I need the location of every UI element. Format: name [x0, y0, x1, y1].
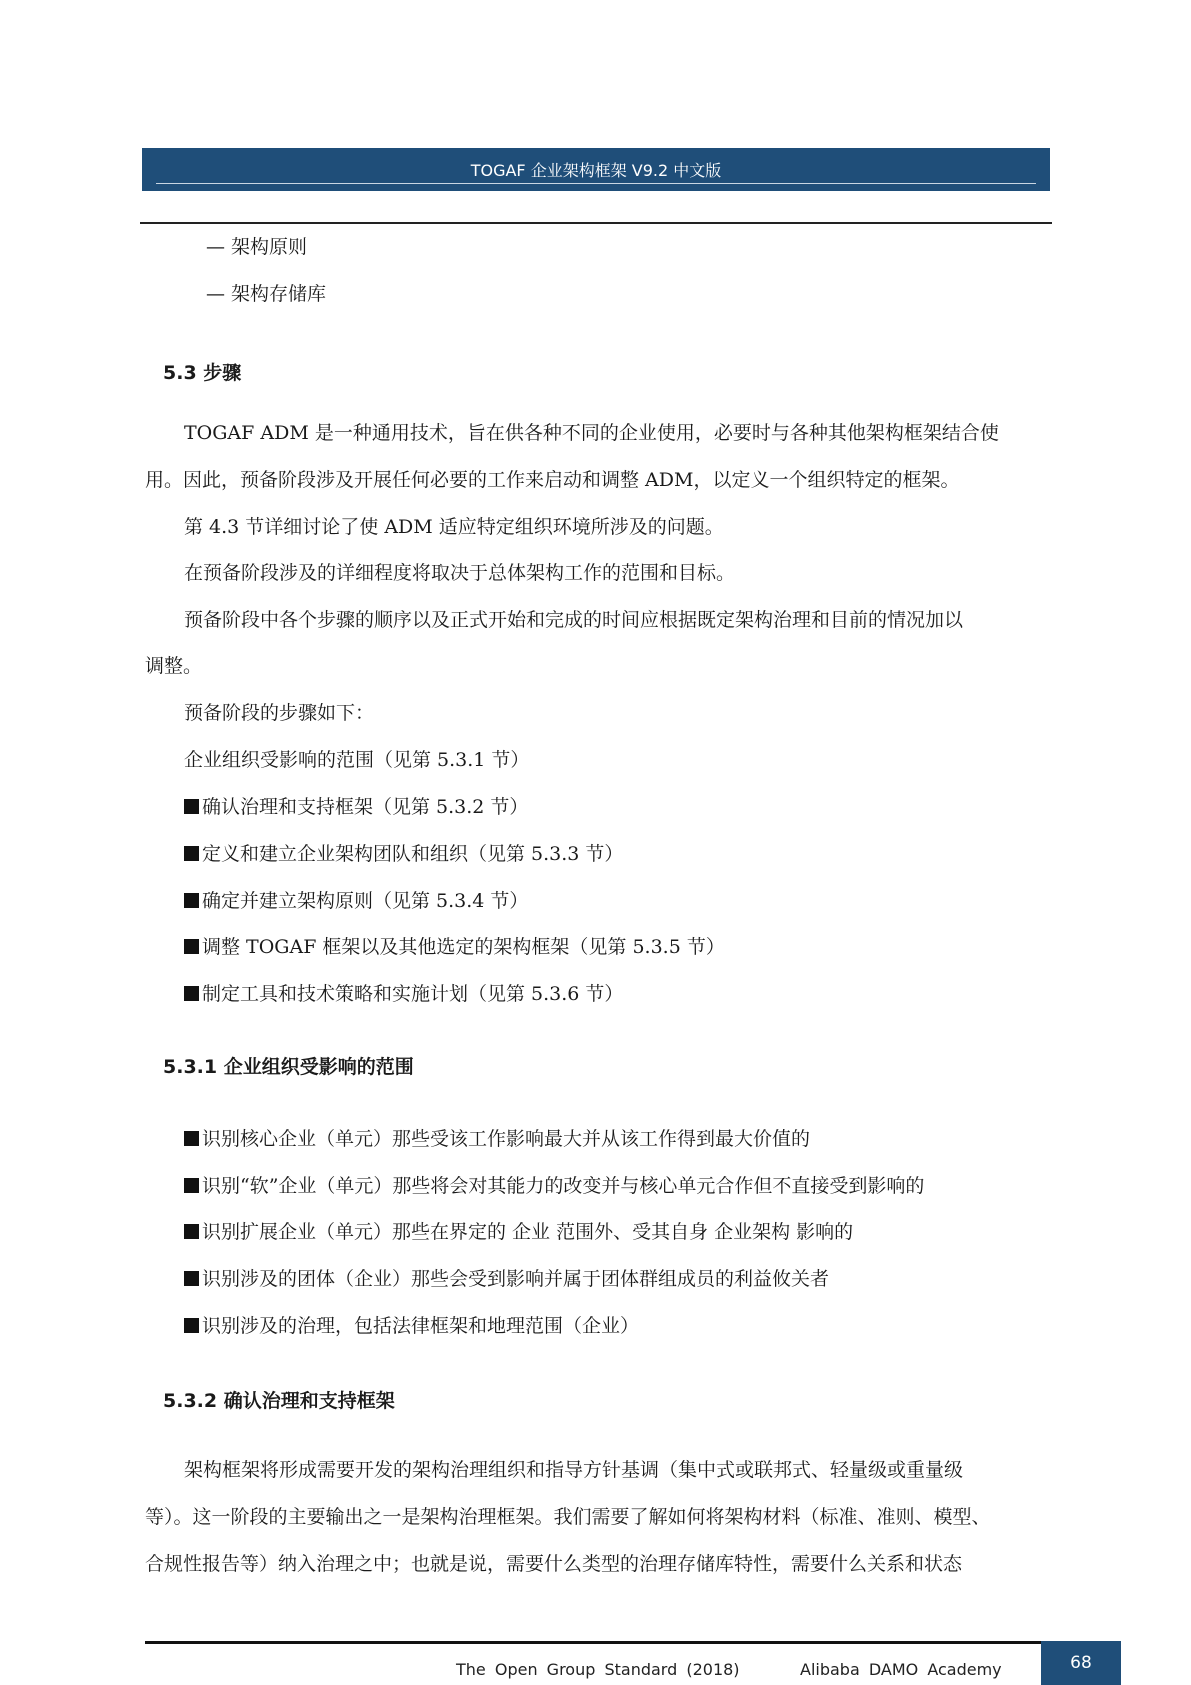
- list-item-text: 识别核心企业（单元）那些受该工作影响最大并从该工作得到最大价值的: [202, 1128, 811, 1150]
- square-bullet-icon: [184, 846, 199, 861]
- list-item: [184, 980, 623, 1008]
- list-item-text: 识别“软”企业（单元）那些将会对其能力的改变并与核心单元合作但不直接受到影响的: [202, 1175, 925, 1197]
- header-title: TOGAF 企业架构框架 V9.2 中文版: [470, 161, 722, 180]
- list-item-text: 识别扩展企业（单元）那些在界定的 企业 范围外、受其自身 企业架构 影响的: [202, 1221, 854, 1243]
- list-item-text: 定义和建立企业架构团队和组织（见第 5.3.3 节）: [202, 843, 624, 865]
- list-item-text: 确认治理和支持框架（见第 5.3.2 节）: [202, 796, 529, 818]
- list-item: [184, 793, 528, 821]
- section-heading-5-3: 5.3 步骤: [163, 362, 242, 384]
- list-item: [184, 1265, 829, 1293]
- paragraph-line: 架构框架将形成需要开发的架构治理组织和指导方针基调（集中式或联邦式、轻量级或重量级: [184, 1459, 964, 1481]
- paragraph-line: 调整。: [145, 655, 203, 677]
- list-item-text: 制定工具和技术策略和实施计划（见第 5.3.6 节）: [202, 983, 624, 1005]
- list-item: [184, 1172, 924, 1200]
- list-item: [184, 933, 725, 961]
- paragraph-line: TOGAF ADM 是一种通用技术，旨在供各种不同的企业使用，必要时与各种其他架构框架结合使: [184, 422, 999, 444]
- square-bullet-icon: [184, 1271, 199, 1286]
- footer-organization: Alibaba DAMO Academy: [800, 1660, 1002, 1679]
- paragraph-line: 用。因此，预备阶段涉及开展任何必要的工作来启动和调整 ADM，以定义一个组织特定的框架。: [145, 469, 960, 491]
- square-bullet-icon: [184, 1224, 199, 1239]
- list-item: [184, 1312, 639, 1340]
- list-item-text: 识别涉及的治理，包括法律框架和地理范围（企业）: [202, 1315, 640, 1337]
- paragraph-line: 等）。这一阶段的主要输出之一是架构治理框架。我们需要了解如何将架构材料（标准、准则、模型、: [145, 1506, 991, 1528]
- square-bullet-icon: [184, 893, 199, 908]
- document-header-banner: [142, 148, 1050, 191]
- section-heading-5-3-2: 5.3.2 确认治理和支持框架: [163, 1390, 395, 1412]
- paragraph-line: 合规性报告等）纳入治理之中；也就是说，需要什么类型的治理存储库特性，需要什么关系和状态: [145, 1553, 963, 1575]
- square-bullet-icon: [184, 1178, 199, 1193]
- square-bullet-icon: [184, 1318, 199, 1333]
- list-item: — 架构存储库: [206, 283, 327, 305]
- list-item-text: 确定并建立架构原则（见第 5.3.4 节）: [202, 890, 529, 912]
- list-item: [184, 840, 623, 868]
- list-item: [184, 887, 528, 915]
- list-item: — 架构原则: [206, 236, 308, 258]
- square-bullet-icon: [184, 939, 199, 954]
- list-item: 企业组织受影响的范围（见第 5.3.1 节）: [184, 749, 530, 771]
- header-divider: [140, 222, 1052, 224]
- paragraph: 预备阶段的步骤如下：: [184, 702, 375, 724]
- square-bullet-icon: [184, 799, 199, 814]
- section-heading-5-3-1: 5.3.1 企业组织受影响的范围: [163, 1056, 414, 1078]
- paragraph: 第 4.3 节详细讨论了使 ADM 适应特定组织环境所涉及的问题。: [184, 516, 724, 538]
- header-banner-underline: [156, 183, 1036, 184]
- footer-standard: The Open Group Standard (2018): [456, 1660, 740, 1679]
- list-item: [184, 1218, 853, 1246]
- list-item: [184, 1125, 810, 1153]
- paragraph: 在预备阶段涉及的详细程度将取决于总体架构工作的范围和目标。: [184, 562, 736, 584]
- list-item-text: 调整 TOGAF 框架以及其他选定的架构框架（见第 5.3.5 节）: [202, 936, 725, 958]
- page-number: [1041, 1641, 1121, 1685]
- footer-divider: [145, 1641, 1050, 1644]
- square-bullet-icon: [184, 1131, 199, 1146]
- page-number-text: 68: [1070, 1653, 1092, 1673]
- square-bullet-icon: [184, 986, 199, 1001]
- paragraph-line: 预备阶段中各个步骤的顺序以及正式开始和完成的时间应根据既定架构治理和目前的情况加以: [184, 609, 964, 631]
- list-item-text: 识别涉及的团体（企业）那些会受到影响并属于团体群组成员的利益攸关者: [202, 1268, 830, 1290]
